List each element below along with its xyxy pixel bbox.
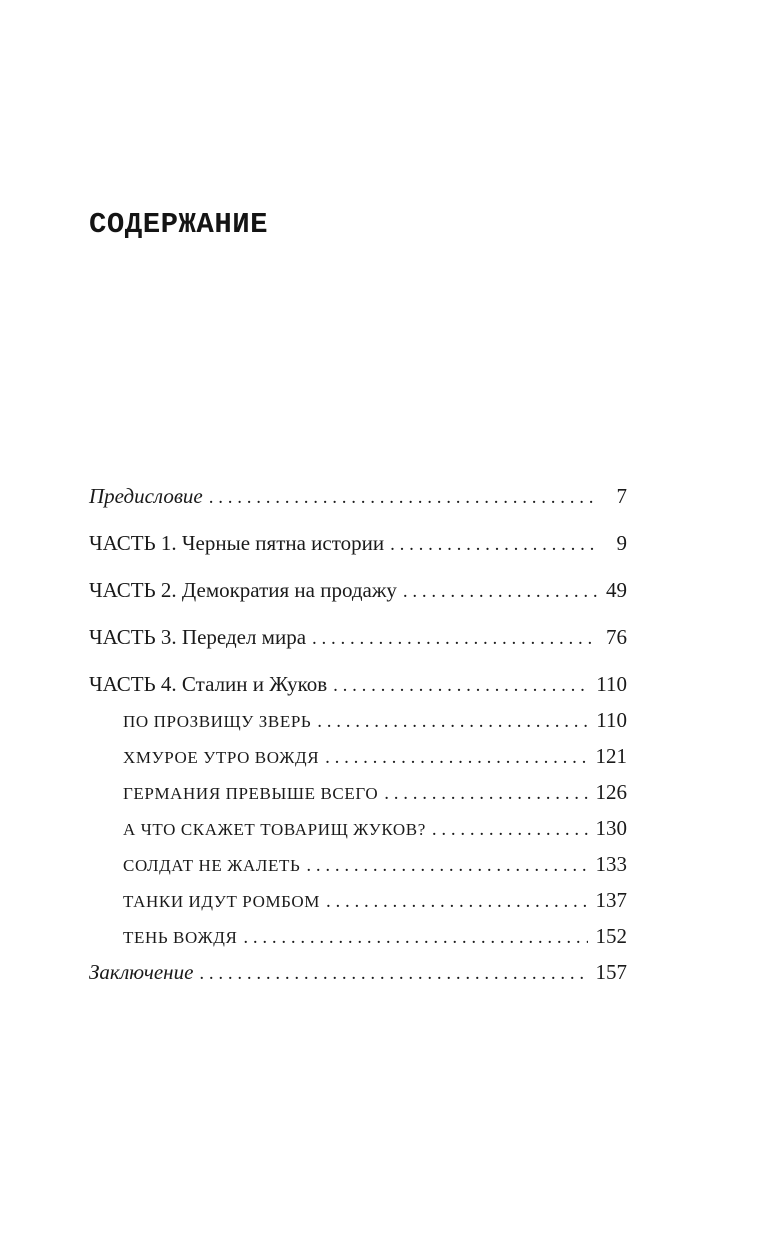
toc-subentry[interactable] [89,846,627,882]
dot-leader [209,480,597,516]
toc-subentry[interactable] [89,810,627,846]
toc-entry[interactable] [89,572,627,608]
toc-entry[interactable] [89,619,627,655]
dot-leader [312,621,597,657]
toc-entry[interactable] [89,478,627,514]
toc-subentry[interactable] [89,702,627,738]
toc-entry-page: 110 [596,708,627,732]
toc-entry[interactable] [89,954,627,990]
dot-leader [243,920,587,956]
toc-entry-label: СОЛДАТ НЕ ЖАЛЕТЬ [123,856,301,875]
toc-entry-page: 157 [595,960,627,984]
toc-entry-label: ЧАСТЬ 1. Черные пятна истории [89,531,385,555]
toc-entry-page: 110 [596,672,627,696]
toc-entry-label: ЧАСТЬ 2. Демократия на продажу [89,578,397,602]
toc-entry[interactable] [89,525,627,561]
toc-entry-page: 76 [606,625,627,649]
toc-entry-label: Заключение [89,960,194,984]
toc-entry-page: 121 [595,744,627,768]
toc-entry-label: ТАНКИ ИДУТ РОМБОМ [123,892,321,911]
toc-entry-page: 126 [595,780,627,804]
toc-entry-label: ЧАСТЬ 3. Передел мира [89,625,307,649]
dot-leader [326,884,587,920]
dot-leader [199,956,587,992]
toc-entry-label: ПО ПРОЗВИЩУ ЗВЕРЬ [123,712,312,731]
toc-subentry[interactable] [89,882,627,918]
toc-entry-label: ТЕНЬ ВОЖДЯ [123,928,238,947]
toc-entry-page: 137 [595,888,627,912]
toc-subentry[interactable] [89,774,627,810]
page-title: СОДЕРЖАНИЕ [89,208,269,241]
dot-leader [333,668,588,704]
toc-subentry[interactable] [89,918,627,954]
toc-entry-page: 152 [595,924,627,948]
toc-entry[interactable] [89,666,627,702]
toc-entry-page: 49 [606,578,627,602]
toc-entry-label: А ЧТО СКАЖЕТ ТОВАРИЩ ЖУКОВ? [123,820,426,839]
dot-leader [317,704,588,740]
dot-leader [390,527,597,563]
table-of-contents [89,478,627,990]
dot-leader [403,574,597,610]
toc-entry-label: ЧАСТЬ 4. Сталин и Жуков [89,672,328,696]
dot-leader [325,740,587,776]
toc-entry-label: Предисловие [89,484,203,508]
dot-leader [432,812,588,848]
toc-entry-label: ГЕРМАНИЯ ПРЕВЫШЕ ВСЕГО [123,784,379,803]
dot-leader [306,848,587,884]
toc-entry-page: 130 [595,816,627,840]
toc-entry-page: 7 [616,484,627,508]
dot-leader [384,776,587,812]
toc-entry-page: 9 [616,531,627,555]
toc-subentry[interactable] [89,738,627,774]
toc-entry-label: ХМУРОЕ УТРО ВОЖДЯ [123,748,320,767]
toc-entry-page: 133 [595,852,627,876]
